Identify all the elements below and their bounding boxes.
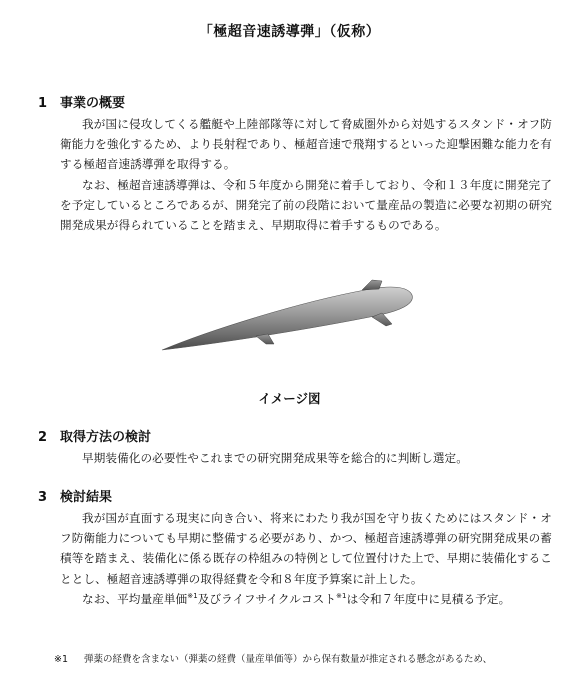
section-title: 取得方法の検討 [60, 430, 152, 445]
page-title: 「極超音速誘導弾」（仮称） [198, 24, 381, 40]
text-segment: 及びライフサイクルコスト [197, 591, 337, 606]
footnote [54, 651, 554, 665]
paragraph-cost-estimate [60, 589, 552, 609]
section-number: 3 [38, 490, 48, 505]
section-overview [38, 94, 552, 235]
paragraph: 早期装備化の必要性やこれまでの研究開発成果等を総合的に判断し選定。 [82, 451, 468, 465]
footnote-ref: ※1 [336, 591, 347, 600]
section-heading [38, 428, 552, 448]
paragraph: なお、極超音速誘導弾は、令和５年度から開発に着手しており、令和１３年度に開発完了を予定しているところであるが、開発完了前の段階において量産品の製造に必要な初期の研究開発成果が得られていることを踏まえ、早期取得に着手するものである。 [60, 177, 552, 233]
footnote-mark: ※1 [54, 654, 69, 665]
missile-lower-fin [256, 334, 274, 344]
section-title: 事業の概要 [60, 96, 126, 111]
text-segment: なお、平均量産単価 [82, 591, 188, 606]
footnote-ref: ※1 [187, 591, 198, 600]
section-heading [38, 488, 552, 508]
missile-top-fin [362, 280, 382, 290]
section-title: 検討結果 [60, 490, 113, 505]
paragraph: 我が国が直面する現実に向き合い、将来にわたり我が国を守り抜くためにはスタンド・オフ防衛能力についても早期に整備する必要があり、かつ、極超音速誘導弾の研究開発成果の蓄積等を踏まえ、装備化に係る既存の枠組みの特例として位置付けた上で、早期に装備化することとし、極超音速誘導弾の取得経費を令和８年度予算案に計上した。 [60, 511, 552, 586]
paragraph: 我が国に侵攻してくる艦艇や上陸部隊等に対して脅威圏外から対処するスタンド・オフ防衛能力を強化するため、より長射程であり、極超音速で飛翔するといった迎撃困難な能力を有する極超音速誘導弾を取得する。 [60, 117, 552, 172]
section-acquisition-method [38, 428, 552, 468]
text-segment: は令和７年度中に見積る予定。 [346, 591, 511, 606]
section-number: 2 [38, 430, 48, 445]
footnote-text: 弾薬の経費を含まない（弾薬の経費（量産単価等）から保有数量が推定される懸念があるため、 [84, 654, 493, 665]
section-results [38, 488, 552, 609]
figure-caption: イメージ図 [258, 391, 321, 406]
missile-illustration [150, 278, 420, 358]
section-number: 1 [38, 96, 48, 111]
section-heading [38, 94, 552, 114]
